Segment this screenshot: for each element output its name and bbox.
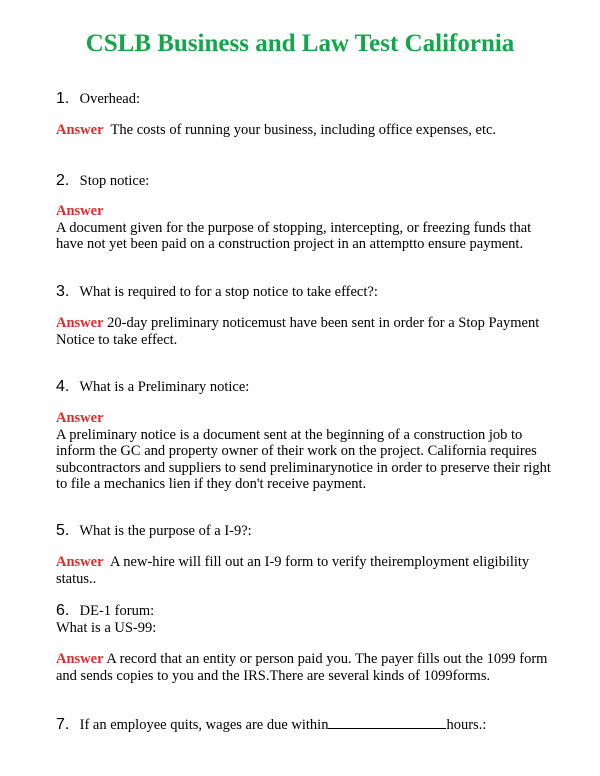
page-title: CSLB Business and Law Test California (85, 30, 515, 57)
question-6 (56, 602, 154, 620)
question-text: What is required to for a stop notice to take effect?: (79, 284, 378, 300)
question-4 (56, 378, 249, 396)
question-6-subtext (56, 620, 156, 637)
answer-text: The costs of running your business, including office expenses, etc. (110, 122, 497, 138)
question-number: 1. (56, 90, 70, 107)
question-number: 3. (56, 283, 70, 300)
answer-text: A record that an entity or person paid you. The payer fills out the 1099 form and sends copies to you and the IRS.There are several kinds of 1099forms. (56, 651, 548, 684)
answer-5 (56, 554, 556, 587)
answer-label: Answer (56, 554, 104, 570)
question-7 (56, 716, 486, 734)
answer-label: Answer (56, 410, 104, 426)
answer-text: A preliminary notice is a document sent at the beginning of a construction job to inform the GC and property owner of their work on the project. California requires subcontractors and suppliers to send preliminarynotice in order to preserve their right to file a mechanics lien if they don't receive payment. (56, 426, 551, 492)
question-number: 4. (56, 378, 70, 395)
question-text: Stop notice: (79, 173, 150, 189)
answer-1 (56, 122, 556, 139)
answer-label: Answer (56, 651, 104, 667)
question-text-after: hours.: (446, 717, 487, 733)
question-2 (56, 172, 149, 190)
question-5 (56, 522, 252, 540)
answer-2 (56, 203, 556, 253)
question-text: What is the purpose of a I-9?: (79, 523, 252, 539)
question-3 (56, 283, 378, 301)
question-number: 7. (56, 716, 70, 733)
fill-in-blank (328, 716, 446, 729)
answer-text: A document given for the purpose of stopping, intercepting, or freezing funds that have not yet been paid on a construction project in an attemptto ensure payment. (56, 219, 532, 252)
question-number: 2. (56, 172, 70, 189)
answer-4 (56, 410, 556, 493)
question-text: If an employee quits, wages are due within (79, 717, 329, 733)
answer-text: 20-day preliminary noticemust have been sent in order for a Stop Payment Notice to take effect. (56, 315, 540, 348)
question-text: What is a Preliminary notice: (79, 379, 250, 395)
answer-label: Answer (56, 315, 104, 331)
question-number: 5. (56, 522, 70, 539)
question-text: What is a US-99: (56, 620, 157, 636)
question-number: 6. (56, 602, 70, 619)
answer-3 (56, 315, 556, 348)
question-1 (56, 90, 140, 108)
question-text: DE-1 forum: (79, 603, 155, 619)
answer-label: Answer (56, 203, 104, 219)
answer-text: A new-hire will fill out an I-9 form to verify theiremployment eligibility status.. (56, 554, 530, 587)
answer-label: Answer (56, 122, 104, 138)
question-text: Overhead: (79, 91, 141, 107)
answer-6 (56, 651, 556, 684)
